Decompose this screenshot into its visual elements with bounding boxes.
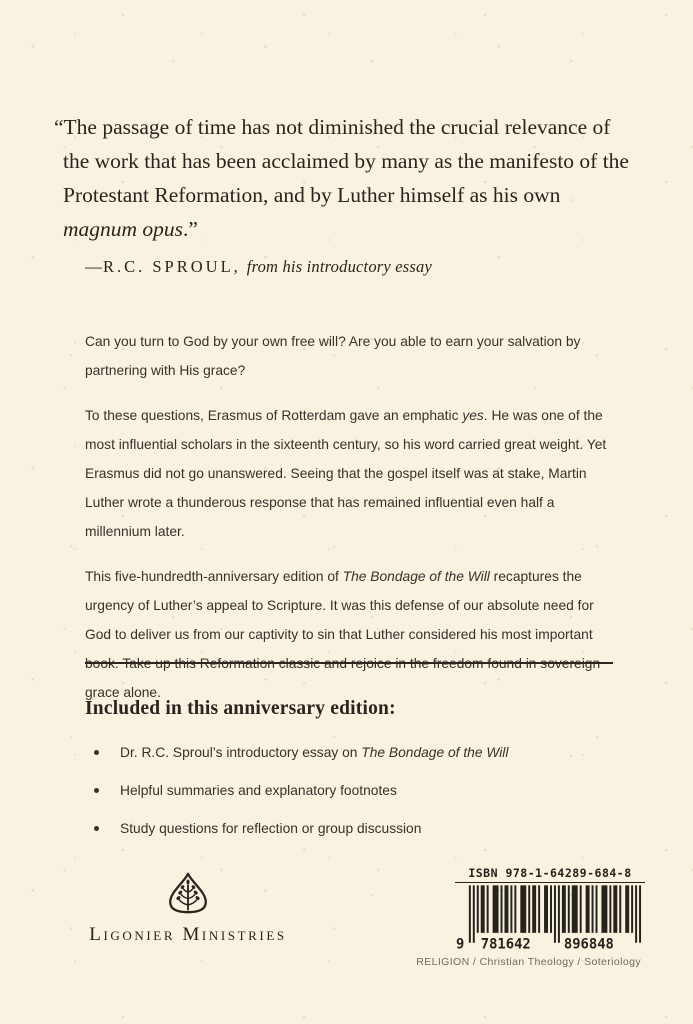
attribution-dash: — [85, 257, 103, 276]
included-list [92, 741, 612, 855]
list-item-book-title: The Bondage of the Will [361, 745, 509, 760]
barcode-block [455, 866, 645, 953]
paragraph-3-text: This five-hundredth-anniversary edition of [85, 569, 343, 584]
attribution-name: R.C. SPROUL, [103, 257, 241, 276]
endorsement-quote [54, 110, 637, 246]
paragraph-2-italic: yes [462, 408, 484, 423]
attribution-source: from his introductory essay [246, 257, 432, 276]
quote-attribution [85, 257, 432, 277]
publisher-block [60, 872, 316, 946]
category-line: RELIGION / Christian Theology / Soteriology [416, 956, 641, 968]
isbn-label: ISBN 978-1-64289-684-8 [455, 866, 645, 883]
paragraph-2-rest: . He was one of the most influential scholars in the sixteenth century, so his word carried great weight. Yet Erasmus did not go unanswered. Seeing that the gospel itself was at stake, Martin Luther wrote a thunderous response that has remained influential even half a millennium later. [85, 408, 607, 539]
quote-italic-text: magnum opus [63, 217, 184, 241]
list-item-text: Study questions for reflection or group discussion [120, 821, 422, 836]
paragraph-3-book-title: The Bondage of the Will [342, 569, 490, 584]
bullet-icon [94, 750, 99, 755]
list-item-text: Helpful summaries and explanatory footnotes [120, 783, 397, 798]
section-divider [85, 662, 613, 664]
barcode-digit-left: 9 [455, 936, 465, 953]
barcode-icon [455, 885, 645, 953]
barcode-digits-group1: 781642 [480, 936, 531, 953]
list-item [92, 741, 612, 765]
list-item [92, 817, 612, 841]
bullet-icon [94, 826, 99, 831]
paragraph-1: Can you turn to God by your own free will? Are you able to earn your salvation by partnering with His grace? [85, 334, 581, 378]
barcode-digits-group2: 896848 [563, 936, 614, 953]
quote-text: “The passage of time has not diminished the crucial relevance of the work that has been acclaimed by many as the manifesto of the Protestant Reformation, and by Luther himself as his own [54, 115, 629, 207]
list-item-text: Dr. R.C. Sproul’s introductory essay on [120, 745, 362, 760]
paragraph-2-text: To these questions, Erasmus of Rotterdam gave an emphatic [85, 408, 463, 423]
included-heading: Included in this anniversary edition: [85, 698, 396, 719]
quote-closing: .” [183, 217, 198, 241]
ligonier-tree-icon [165, 901, 211, 918]
bullet-icon [94, 788, 99, 793]
paragraph-2 [85, 401, 617, 546]
paragraph-3-rest: recaptures the urgency of Luther’s appeal to Scripture. It was this defense of our absolute need for God to deliver us from our captivity to sin that Luther considered his most important book. Take up this Reformation classic and rejoice in the freedom found in sovereign grace alone. [85, 569, 601, 700]
paragraph-3 [85, 562, 617, 707]
list-item [92, 779, 612, 803]
publisher-name: Ligonier Ministries [89, 924, 287, 945]
